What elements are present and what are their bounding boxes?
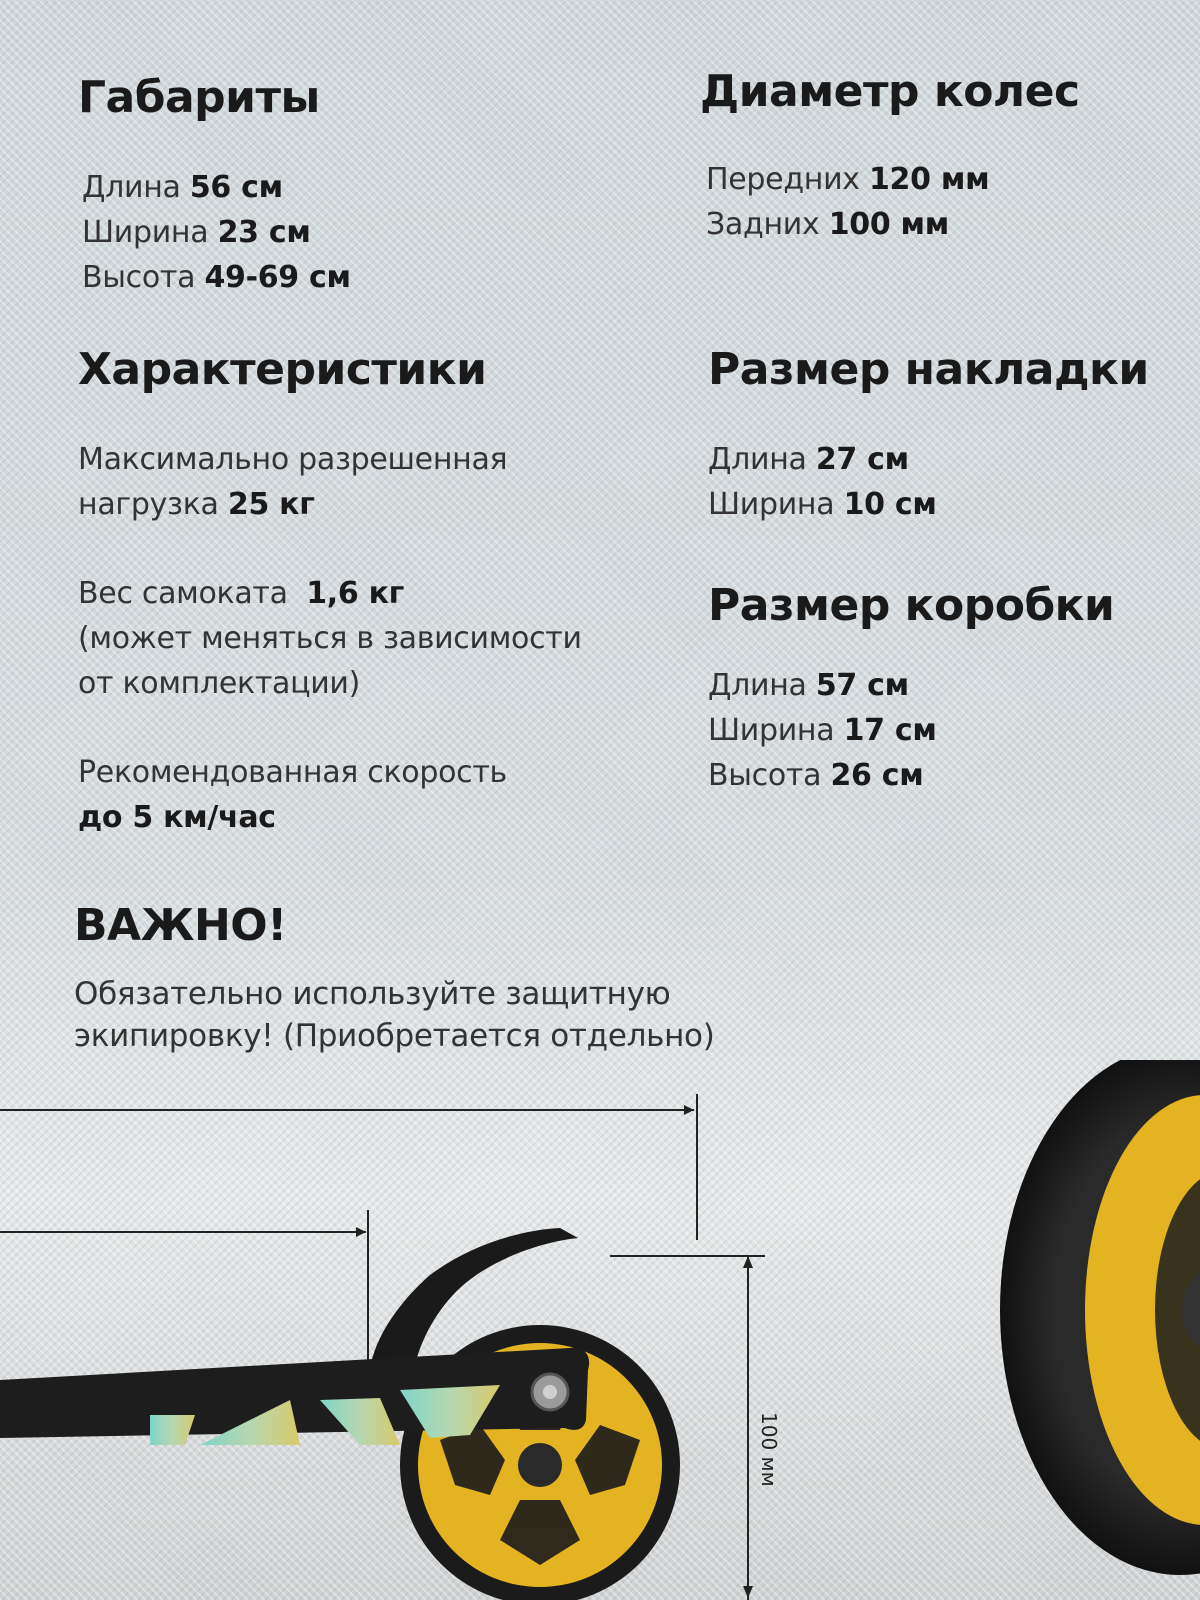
box-height: Высота 26 см xyxy=(708,758,924,793)
characteristics-section xyxy=(78,344,582,840)
box-size-section xyxy=(708,580,1114,798)
wheel-dimension-label: 100 мм xyxy=(757,1412,781,1487)
warning-title: ВАЖНО! xyxy=(74,900,287,951)
wheel-diameter-section xyxy=(700,66,1080,247)
speed-value: до 5 км/час xyxy=(78,800,276,835)
weight-note-line1: (может меняться в зависимости xyxy=(78,621,582,656)
wheel-diameter-title: Диаметр колес xyxy=(700,66,1080,117)
max-load-line2: нагрузка 25 кг xyxy=(78,487,315,522)
speed-label: Рекомендованная скорость xyxy=(78,755,507,790)
box-length: Длина 57 см xyxy=(708,668,909,703)
deck-size-title: Размер накладки xyxy=(708,344,1149,395)
weight-note-line2: от комплектации) xyxy=(78,666,361,701)
scooter-illustration xyxy=(0,1060,1200,1600)
wheel-front: Передних 120 мм xyxy=(706,162,990,197)
deck-size-section xyxy=(708,344,1149,527)
overall-length-dimension-line xyxy=(0,1094,697,1240)
box-size-title: Размер коробки xyxy=(708,580,1115,631)
weight-line: Вес самоката 1,6 кг xyxy=(78,576,405,611)
box-width: Ширина 17 см xyxy=(708,713,937,748)
dimensions-length: Длина 56 см xyxy=(82,170,283,205)
wheel-rear: Задних 100 мм xyxy=(706,207,949,242)
warning-line2: экипировку! (Приобретается отдельно) xyxy=(74,1018,715,1054)
deck-length-dimension-line xyxy=(0,1210,368,1380)
max-load-line1: Максимально разрешенная xyxy=(78,442,508,477)
warning-section xyxy=(74,900,715,1057)
dimensions-height: Высота 49-69 см xyxy=(82,260,351,295)
dimensions-section xyxy=(78,72,351,300)
characteristics-title: Характеристики xyxy=(78,344,487,395)
front-wheel xyxy=(1000,1060,1200,1575)
dimensions-title: Габариты xyxy=(78,72,320,123)
deck-length: Длина 27 см xyxy=(708,442,909,477)
warning-line1: Обязательно используйте защитную xyxy=(74,976,671,1012)
dimensions-width: Ширина 23 см xyxy=(82,215,311,250)
deck-width: Ширина 10 см xyxy=(708,487,937,522)
